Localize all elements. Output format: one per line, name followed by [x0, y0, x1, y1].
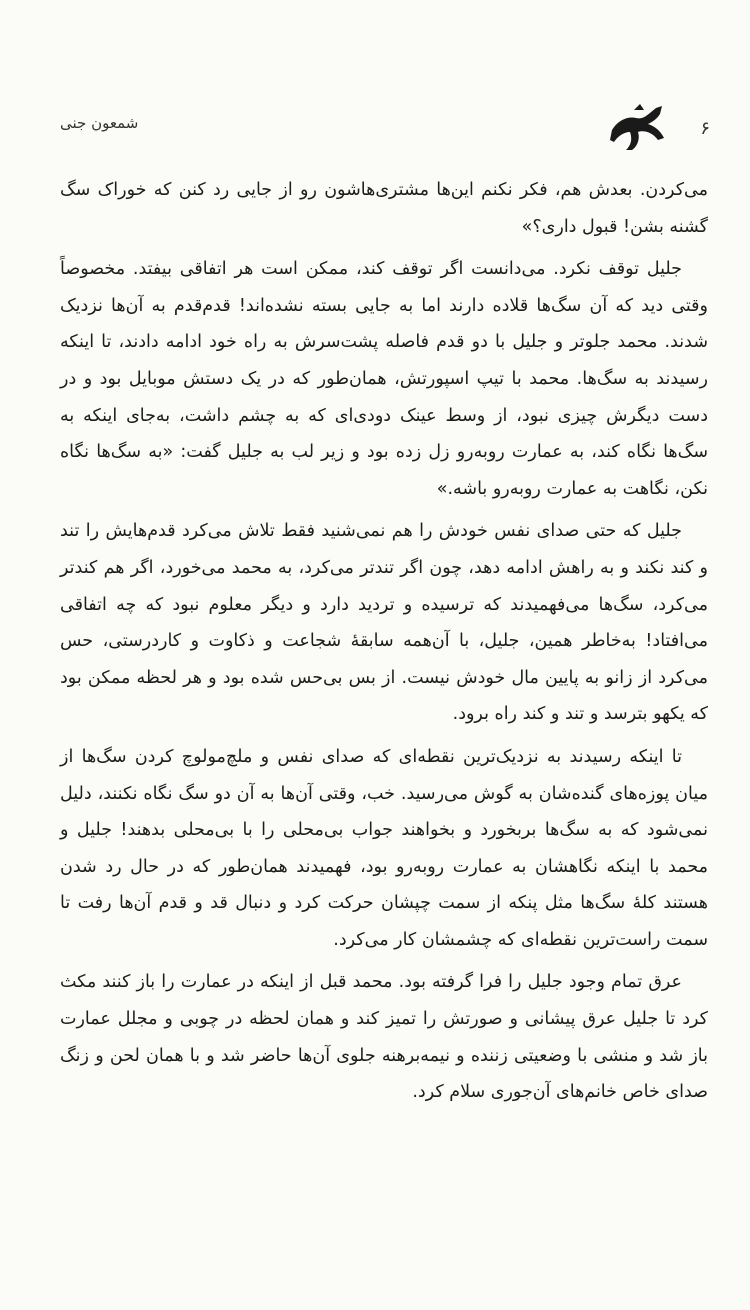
- body-text: [60, 172, 708, 1117]
- paragraph: تا اینکه رسیدند به نزدیک‌ترین نقطه‌ای که صدای نفس و ملچ‌مولوچ کردن سگ‌ها از میان پوزه‌های گنده‌شان به گوش می‌رسید. خب، وقتی آن‌ها به آن دو سگ نگاه نکنند، دلیل نمی‌شود که به سگ‌ها بربخورد و بخواهند جواب بی‌محلی را با بی‌محلی بدهند! جلیل و محمد با اینکه نگاهشان به عمارت روبه‌رو بود، فهمیدند همان‌طور که در حال رد شدن هستند کلهٔ سگ‌ها مثل پنکه از سمت چپشان حرکت کرد و دنبال قد و قدم آن‌ها رفت تا سمت راست‌ترین نقطه‌ای که چشمشان کار می‌کرد.: [60, 746, 708, 950]
- paragraph: جلیل توقف نکرد. می‌دانست اگر توقف کند، ممکن است هر اتفاقی بیفتد. مخصوصاً وقتی دید که آن سگ‌ها قلاده دارند اما به جایی بسته نشده‌اند! قدم‌قدم به آن‌ها نزدیک شدند. محمد جلوتر و جلیل با دو قدم فاصله پشت‌سرش به راه خود ادامه دادند، تا اینکه رسیدند به سگ‌ها. محمد با تیپ اسپورتش، همان‌طور که در یک دستش موبایل بود و در دست دیگرش چیزی نبود، از وسط عینک دودی‌ای که به چشم داشت، به‌جای اینکه به سگ‌ها نگاه کند، به عمارت روبه‌رو زل زده بود و زیر لب به جلیل گفت: «به سگ‌ها نگاه نکن، نگاهت به عمارت روبه‌رو باشه.»: [60, 259, 708, 499]
- paragraph: عرق تمام وجود جلیل را فرا گرفته بود. محمد قبل از اینکه در عمارت را باز کنند مکث کرد تا جلیل عرق پیشانی و صورتش را تمیز کند و همان لحظه در چوبی و مجلل عمارت باز شد و منشی با وضعیتی زننده و نیمه‌برهنه جلوی آن‌ها حاضر شد و با همان لحن و زنگ صدای خاص خانم‌های آن‌جوری سلام کرد.: [60, 972, 708, 1103]
- page-number: ۶: [700, 118, 710, 139]
- publisher-logo-icon: [604, 100, 674, 156]
- running-head-title: شمعون جنی: [60, 114, 139, 132]
- paragraph: جلیل که حتی صدای نفس خودش را هم نمی‌شنید فقط تلاش می‌کرد قدم‌هایش را تند و کند نکند و به راهش ادامه دهد، چون اگر تندتر می‌کرد، به محمد می‌خورد، اگر هم کندتر می‌کرد، سگ‌ها می‌فهمیدند که ترسیده و تردید دارد و دیگر معلوم نبود که چه اتفاقی می‌افتاد! به‌خاطر همین، جلیل، با آن‌همه سابقهٔ شجاعت و ذکاوت و کاردرستی، حس می‌کرد از زانو به پایین مال خودش نیست. از بس بی‌حس شده بود و هر لحظه ممکن بود که یکهو بترسد و تند و کند راه برود.: [60, 521, 708, 725]
- page-header: [60, 98, 710, 158]
- paragraph: می‌کردن. بعدش هم، فکر نکنم این‌ها مشتری‌هاشون رو از جایی رد کنن که خوراک سگ گشنه بشن! قبول داری؟»: [60, 180, 708, 237]
